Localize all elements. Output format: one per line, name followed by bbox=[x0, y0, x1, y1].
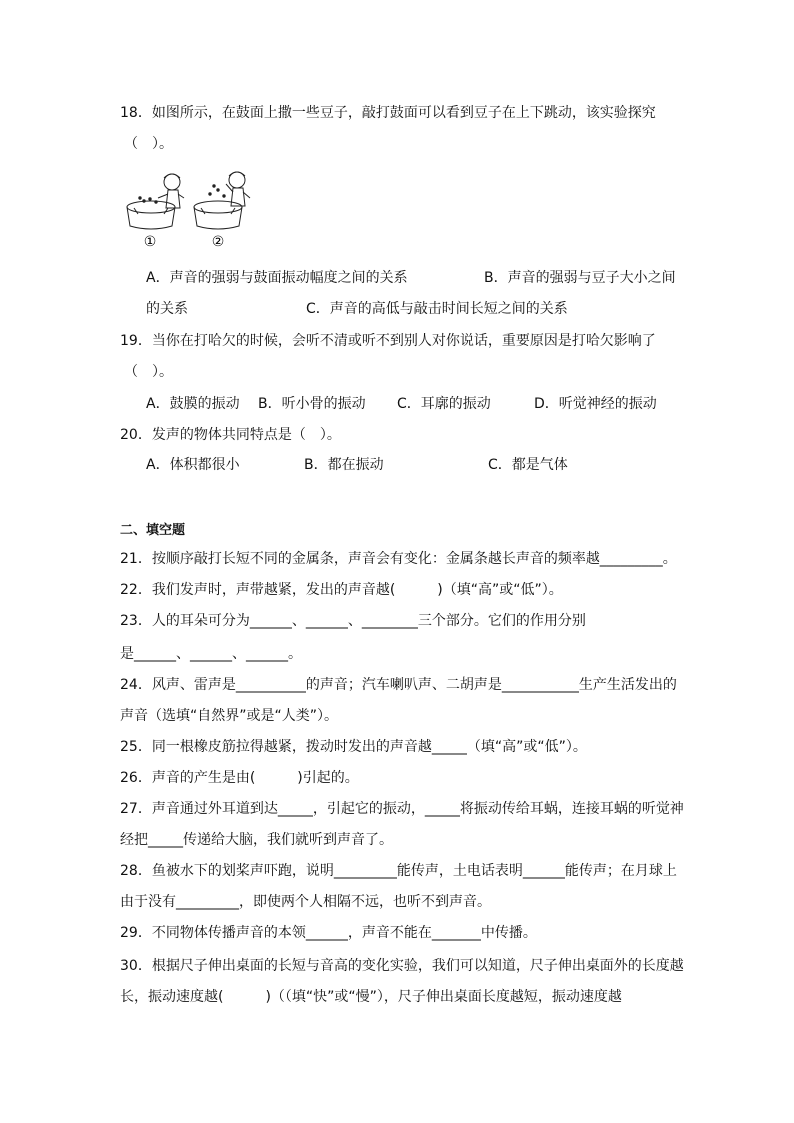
q20-option-a: A．体积都很小 bbox=[146, 457, 240, 473]
q30-line1: 30．根据尺子伸出桌面的长短与音高的变化实验，我们可以知道，尺子伸出桌面外的长度越 bbox=[120, 958, 684, 974]
q22-text: 22．我们发声时，声带越紧，发出的声音越( )（填“高”或“低”）。 bbox=[120, 582, 563, 598]
section-title-fill-in: 二、填空题 bbox=[120, 523, 186, 538]
q19-option-d: D．听觉神经的振动 bbox=[534, 396, 657, 412]
q19-answer-blank: （ ）。 bbox=[124, 364, 173, 380]
q20-stem: 20．发声的物体共同特点是（ ）。 bbox=[120, 427, 341, 443]
q26-text: 26．声音的产生是由( )引起的。 bbox=[120, 770, 359, 786]
q19-option-a: A．鼓膜的振动 bbox=[146, 396, 240, 412]
drum-two-illustration bbox=[194, 172, 250, 229]
q27-line2: 经把_____传递给大脑，我们就听到声音了。 bbox=[120, 832, 393, 848]
q27-line1: 27．声音通过外耳道到达_____，引起它的振动，_____将振动传给耳蜗，连接耳蜗的听觉神 bbox=[120, 801, 684, 817]
q18-option-c: C．声音的高低与敲击时间长短之间的关系 bbox=[306, 301, 568, 317]
q23-line1: 23．人的耳朵可分为______、______、________三个部分。它们的作用分别 bbox=[120, 613, 586, 629]
q29-text: 29．不同物体传播声音的本领______，声音不能在_______中传播。 bbox=[120, 925, 537, 941]
q24-line2: 声音（选填“自然界”或是“人类”）。 bbox=[120, 708, 339, 724]
figure-label-two: ② bbox=[211, 234, 225, 250]
q18-stem: 18．如图所示，在鼓面上撒一些豆子，敲打鼓面可以看到豆子在上下跳动，该实验探究 bbox=[120, 105, 656, 121]
drum-one-illustration bbox=[127, 174, 184, 229]
q25-text: 25．同一根橡皮筋拉得越紧，拨动时发出的声音越_____（填“高”或“低”）。 bbox=[120, 739, 587, 755]
figure-label-one: ① bbox=[143, 234, 157, 250]
q23-line2: 是______、______、______。 bbox=[120, 646, 302, 662]
q20-option-c: C．都是气体 bbox=[488, 457, 568, 473]
q24-line1: 24．风声、雷声是__________的声音；汽车喇叭声、二胡声是___________生产生活发出的 bbox=[120, 677, 677, 693]
q18-answer-blank: （ ）。 bbox=[124, 136, 173, 152]
q19-option-c: C．耳廓的振动 bbox=[397, 396, 491, 412]
q18-option-b: B．声音的强弱与豆子大小之间 bbox=[484, 270, 676, 286]
drum-experiment-figure bbox=[126, 168, 256, 250]
q30-line2: 长，振动速度越( )（（填“快”或“慢”），尺子伸出桌面长度越短，振动速度越 bbox=[120, 989, 622, 1005]
q18-option-b-continued: 的关系 bbox=[146, 301, 188, 317]
q28-line1: 28．鱼被水下的划桨声吓跑，说明_________能传声，土电话表明______能传声；在月球上 bbox=[120, 863, 677, 879]
q21-text: 21．按顺序敲打长短不同的金属条，声音会有变化：金属条越长声音的频率越_________。 bbox=[120, 551, 677, 567]
q28-line2: 由于没有_________，即使两个人相隔不远，也听不到声音。 bbox=[120, 894, 491, 910]
q18-option-a: A．声音的强弱与鼓面振动幅度之间的关系 bbox=[146, 270, 408, 286]
q20-option-b: B．都在振动 bbox=[304, 457, 384, 473]
q19-stem: 19．当你在打哈欠的时候，会听不清或听不到别人对你说话，重要原因是打哈欠影响了 bbox=[120, 333, 656, 349]
q19-option-b: B．听小骨的振动 bbox=[258, 396, 366, 412]
